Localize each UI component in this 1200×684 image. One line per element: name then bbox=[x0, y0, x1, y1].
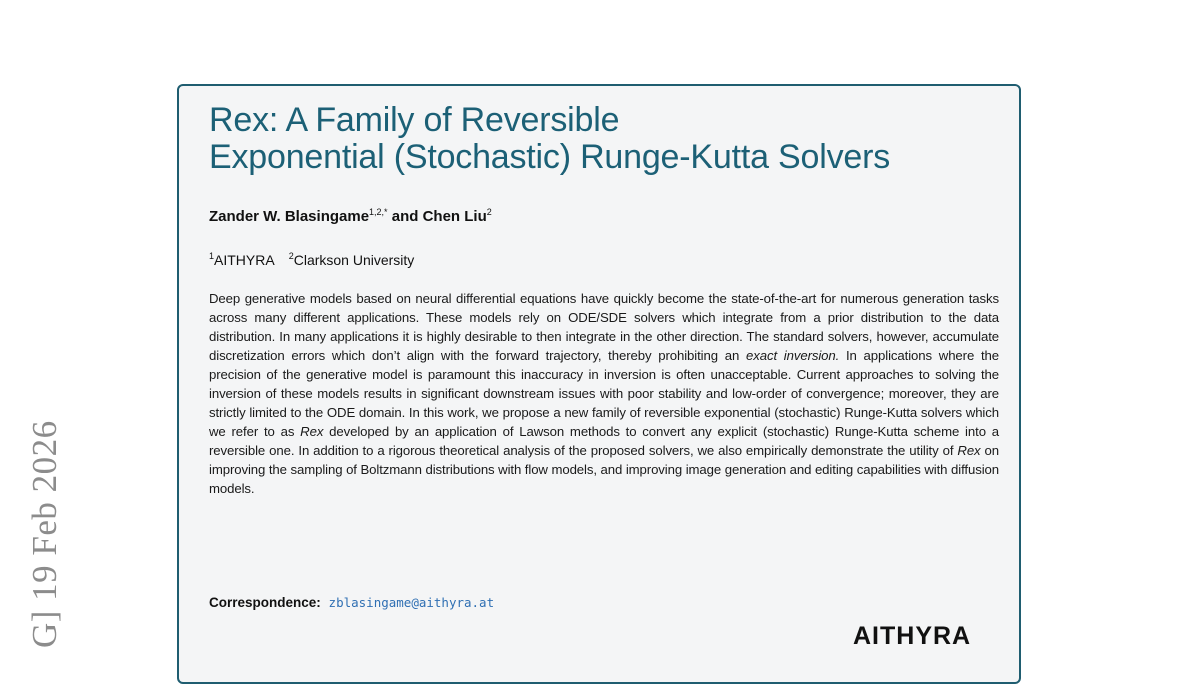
author-affiliation-marks: 1,2,* bbox=[369, 207, 388, 217]
abstract-emphasis: Rex bbox=[300, 424, 324, 439]
abstract-emphasis: exact inversion. bbox=[745, 348, 840, 363]
paper-title bbox=[209, 102, 1009, 176]
title-line-2: Exponential (Stochastic) Runge-Kutta Solvers bbox=[209, 138, 890, 176]
abstract-segment: on improving the sampling of Boltzmann distributions with flow models, and improving image generation and editing capabilities with diffusion models. bbox=[209, 443, 999, 496]
author-name: Chen Liu bbox=[422, 208, 487, 225]
author-joiner: and bbox=[387, 208, 423, 225]
affiliation-mark: 2 bbox=[288, 251, 294, 261]
affiliation-name: AITHYRA bbox=[214, 252, 275, 268]
abstract-segment: developed by an application of Lawson methods to convert any explicit (stochastic) Runge-Kutta scheme into a reversible one. In addition to a rigorous theoretical analysis of the proposed solvers, we also empirically demonstrate the utility of bbox=[209, 424, 999, 458]
title-line-1: Rex: A Family of Reversible bbox=[209, 101, 620, 139]
abstract-segment: Deep generative models based on neural differential equations have quickly become the state-of-the-art for numerous generation tasks across many different applications. These models rely on ODE/SDE solvers which integrate from a prior distribution to the data distribution. In many applications it is highly desirable to then integrate in the other direction. The standard solvers, however, accumulate discretization errors which don’t align with the forward trajectory, thereby prohibiting an bbox=[209, 291, 999, 363]
correspondence-label: Correspondence: bbox=[209, 595, 321, 610]
abstract-box bbox=[177, 84, 1021, 684]
affiliation-name: Clarkson University bbox=[293, 252, 415, 268]
author-affiliation-marks: 2 bbox=[486, 207, 492, 217]
correspondence bbox=[209, 595, 494, 610]
author-list bbox=[209, 207, 492, 225]
affiliation-mark: 1 bbox=[209, 251, 215, 261]
abstract-segment: In applications where the precision of the generative model is paramount this inaccuracy in inversion is often unacceptable. Current approaches to solving the inversion of these models results in significant downstream issues with poor stability and low-order of convergence; moreover, they are strictly limited to the ODE domain. In this work, we propose a new family of reversible exponential (stochastic) Runge-Kutta solvers which we refer to as bbox=[209, 348, 999, 439]
author-name: Zander W. Blasingame bbox=[209, 208, 370, 225]
aithyra-logo: AITHYRA bbox=[853, 622, 972, 650]
correspondence-email-link[interactable]: zblasingame@aithyra.at bbox=[328, 595, 495, 610]
affiliation-list bbox=[209, 251, 414, 268]
abstract-text bbox=[209, 289, 999, 498]
abstract-emphasis: Rex bbox=[957, 443, 981, 458]
arxiv-side-stamp: G] 19 Feb 2026 bbox=[25, 420, 64, 648]
